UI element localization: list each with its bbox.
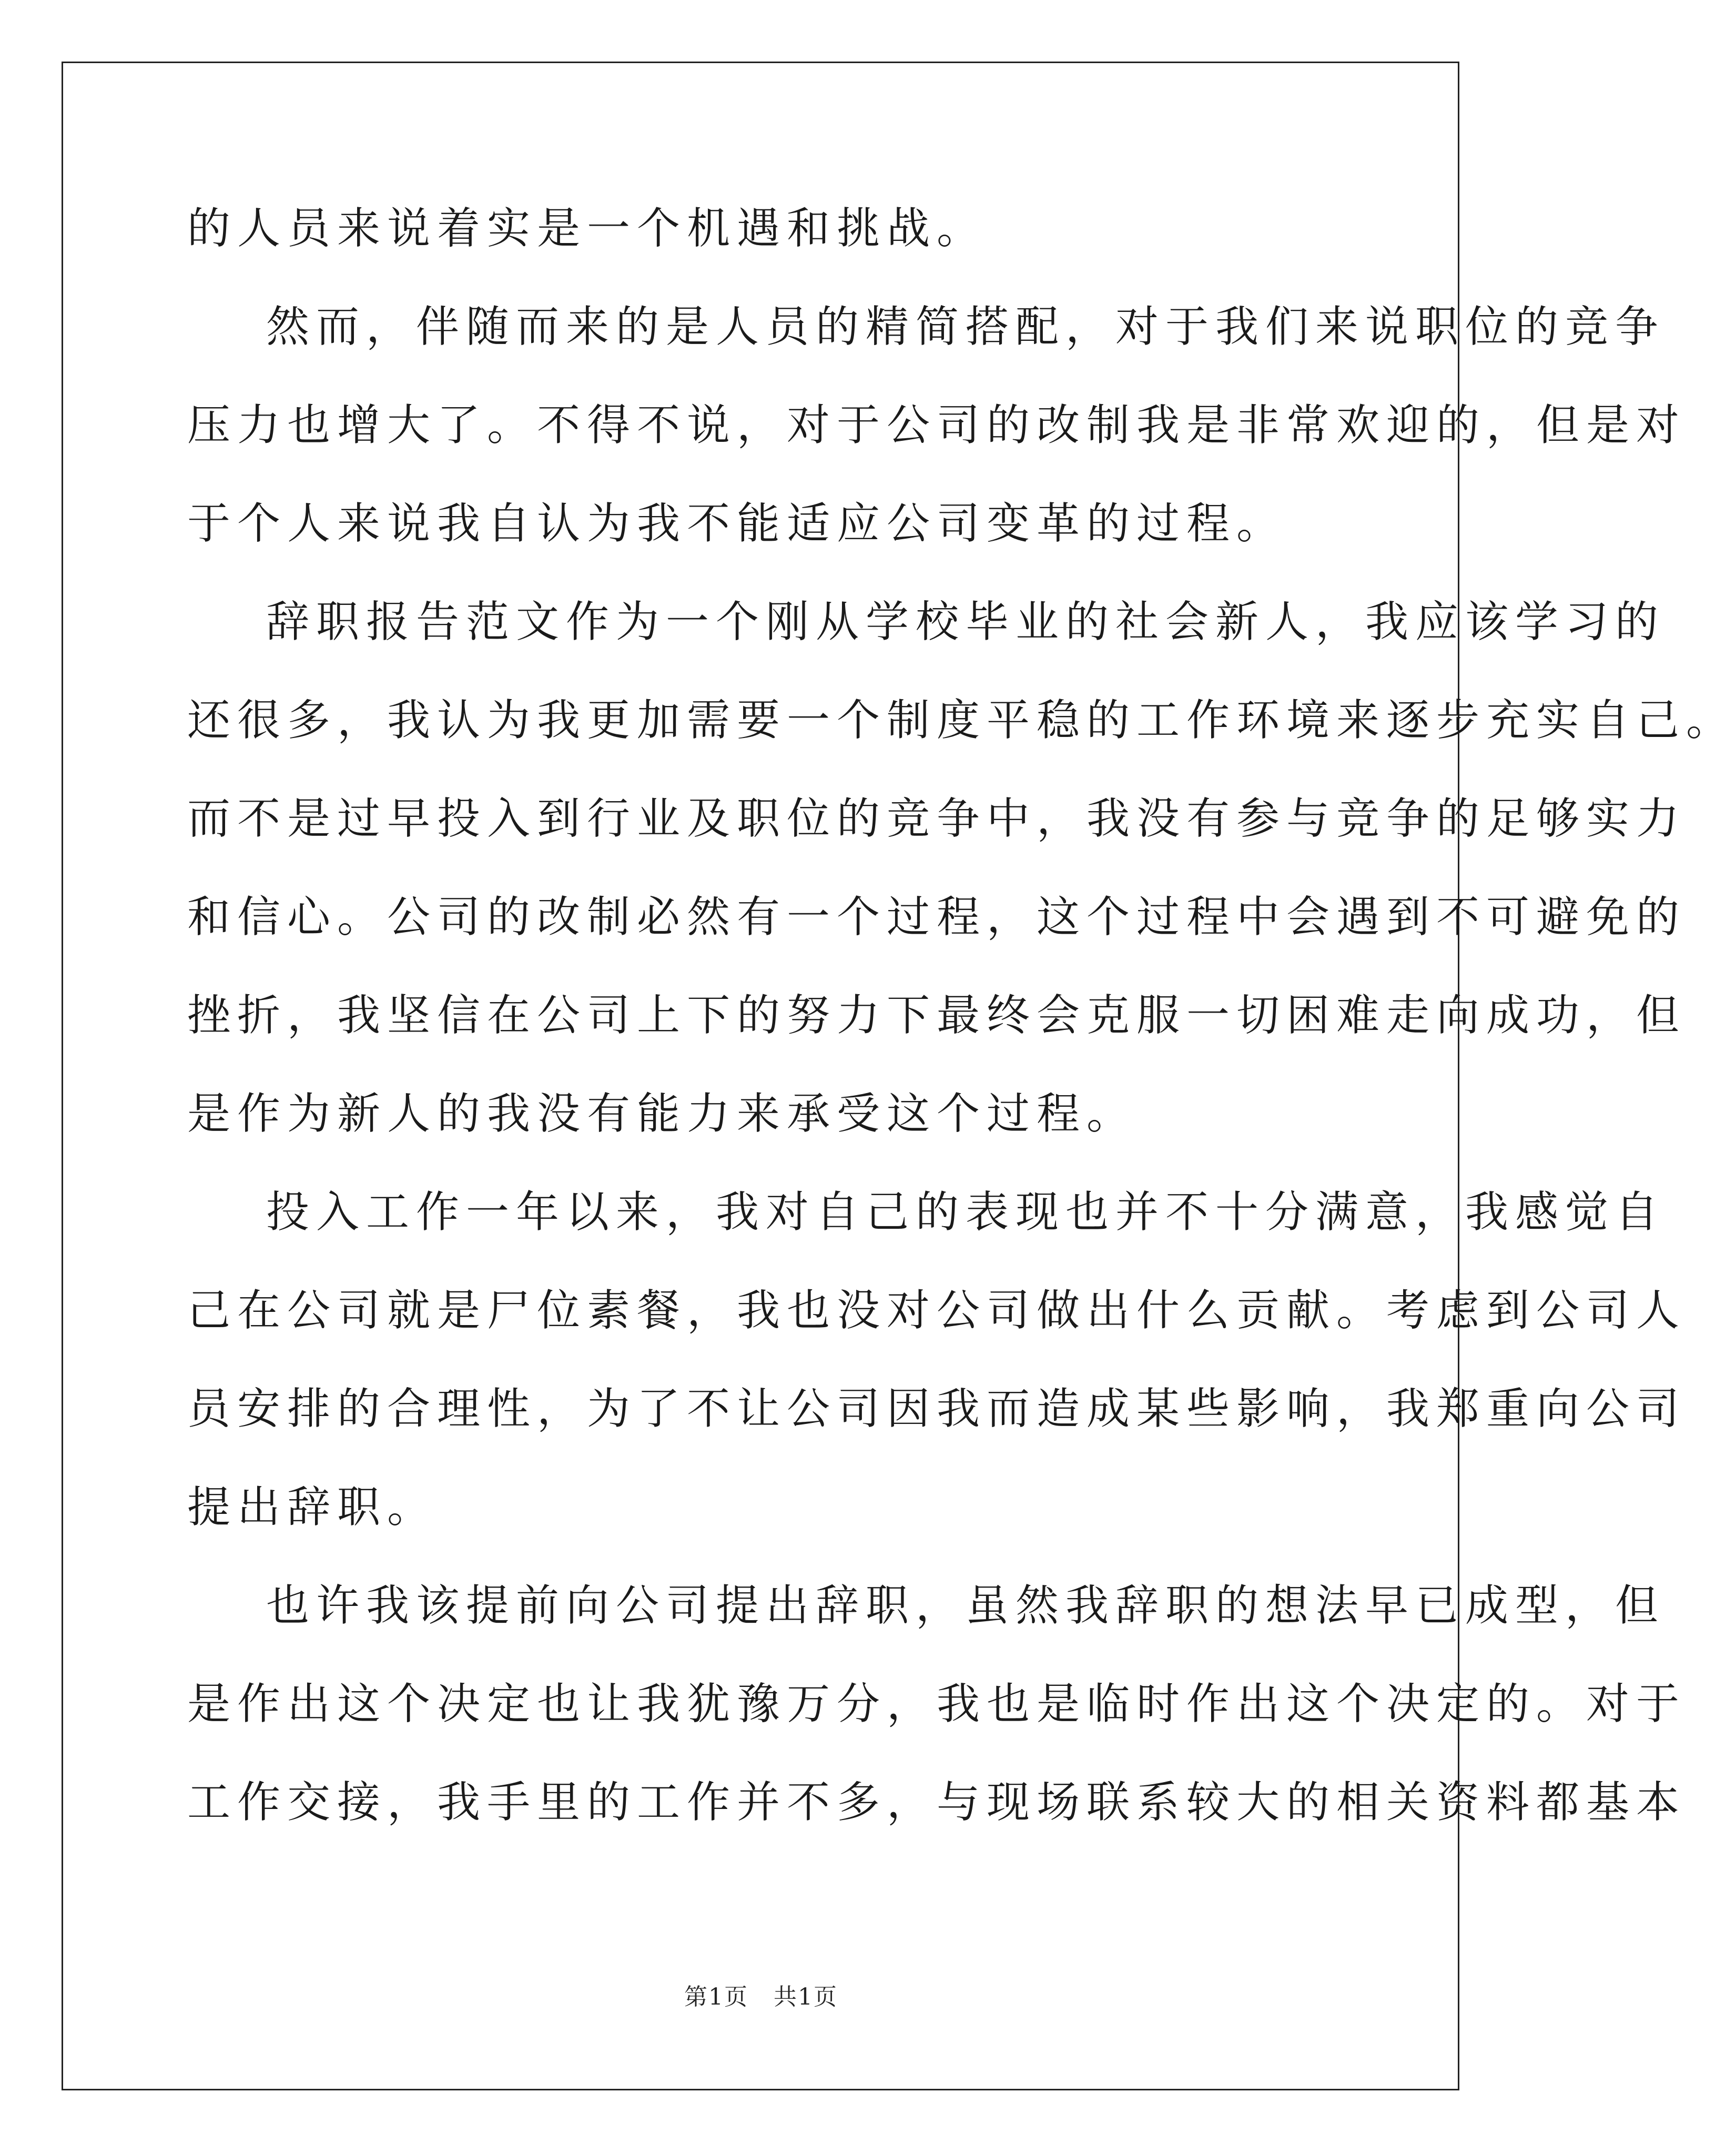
text-line: 投入工作一年以来，我对自己的表现也并不十分满意，我感觉自 [266,1187,1666,1237]
text-line: 和信心。公司的改制必然有一个过程，这个过程中会遇到不可避免的 [187,892,1687,942]
text-line: 然而，伴随而来的是人员的精简搭配，对于我们来说职位的竞争 [266,302,1666,352]
text-line: 工作交接，我手里的工作并不多，与现场联系较大的相关资料都基本 [187,1777,1687,1827]
page-total: 共1页 [774,1984,838,2010]
text-line: 提出辞职。 [187,1482,438,1532]
page-footer [0,1978,1522,2012]
text-line: 而不是过早投入到行业及职位的竞争中，我没有参与竞争的足够实力 [187,794,1687,844]
text-line: 是作出这个决定也让我犹豫万分，我也是临时作出这个决定的。对于 [187,1679,1687,1729]
page-number: 第1页 [684,1984,748,2010]
text-line: 还很多，我认为我更加需要一个制度平稳的工作环境来逐步充实自己。 [187,695,1736,745]
document-body [187,195,1736,1867]
text-line: 也许我该提前向公司提出辞职，虽然我辞职的想法早已成型，但 [266,1581,1666,1631]
text-line: 辞职报告范文作为一个刚从学校毕业的社会新人，我应该学习的 [266,597,1666,647]
text-line: 是作为新人的我没有能力来承受这个过程。 [187,1089,1137,1139]
text-line: 员安排的合理性，为了不让公司因我而造成某些影响，我郑重向公司 [187,1384,1687,1434]
text-line: 己在公司就是尸位素餐，我也没对公司做出什么贡献。考虑到公司人 [187,1286,1687,1336]
text-line: 于个人来说我自认为我不能适应公司变革的过程。 [187,499,1287,549]
text-line: 压力也增大了。不得不说，对于公司的改制我是非常欢迎的，但是对 [187,400,1687,450]
text-line: 的人员来说着实是一个机遇和挑战。 [187,204,987,254]
text-line: 挫折，我坚信在公司上下的努力下最终会克服一切困难走向成功，但 [187,990,1687,1040]
